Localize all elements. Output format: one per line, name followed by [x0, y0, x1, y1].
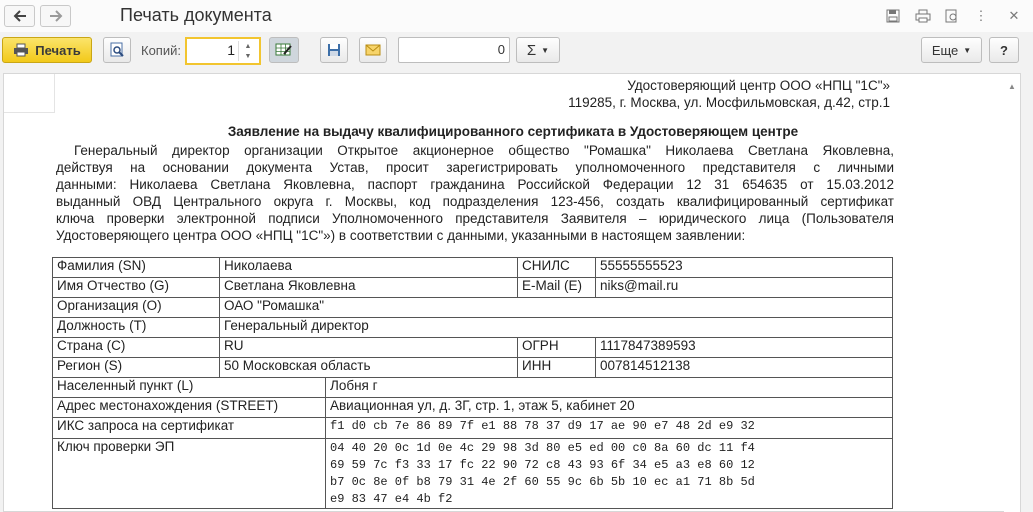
save-window-icon[interactable] — [884, 7, 902, 25]
table-cell: ИНН — [518, 358, 596, 378]
certificate-data-table — [52, 257, 893, 509]
table-row — [53, 358, 893, 378]
table-cell: Имя Отчество (G) — [53, 278, 220, 298]
table-edit-icon — [275, 42, 293, 58]
sigma-icon: Σ — [526, 41, 537, 59]
copies-value: 1 — [227, 42, 235, 58]
document-title: Заявление на выдачу квалифицированного сертификата в Удостоверяющем центре — [227, 124, 799, 139]
table-row — [53, 318, 893, 338]
printer-icon[interactable] — [914, 7, 932, 25]
header-line-2: 119285, г. Москва, ул. Мосфильмовская, д.42, стр.1 — [568, 95, 890, 110]
print-button[interactable] — [2, 37, 92, 63]
table-cell: Светлана Яковлевна — [220, 278, 518, 298]
document-area[interactable] — [3, 73, 1021, 512]
paragraph-line: Генеральный директор организации Открытое акционерное общество "Ромашка" Николаева Светлана Яковлевна, — [74, 143, 894, 158]
table-row — [53, 398, 893, 418]
table-cell: Авиационная ул, д. 3Г, стр. 1, этаж 5, кабинет 20 — [326, 398, 893, 418]
table-cell: Лобня г — [326, 378, 893, 398]
statement-paragraph — [56, 142, 894, 244]
table-cell: niks@mail.ru — [596, 278, 893, 298]
chevron-down-icon: ▼ — [541, 45, 550, 55]
table-cell: f1 d0 cb 7e 86 89 7f e1 88 78 37 d9 17 ae 90 e7 48 2d e9 32 — [326, 418, 893, 439]
table-cell: Регион (S) — [53, 358, 220, 378]
table-row — [53, 338, 893, 358]
table-cell: 55555555523 — [596, 258, 893, 278]
table-row — [53, 278, 893, 298]
sum-button[interactable] — [516, 37, 560, 63]
table-cell: Николаева — [220, 258, 518, 278]
paragraph-line: Удостоверяющего центра ООО «НПЦ "1С"») в соответствии с данными, указанными в настоящем заявлении: — [56, 228, 746, 243]
save-button[interactable] — [320, 37, 348, 63]
edit-button[interactable] — [269, 37, 299, 63]
table-row — [53, 439, 893, 509]
table-cell: Адрес местонахождения (STREET) — [53, 398, 326, 418]
copies-input[interactable] — [185, 37, 261, 65]
table-row — [53, 378, 893, 398]
table-cell: 1117847389593 — [596, 338, 893, 358]
paragraph-line: действуя на основании документа Устав, просит зарегистрировать уполномоченного представителя с личными — [56, 160, 894, 175]
envelope-icon — [365, 44, 381, 56]
table-cell: Ключ проверки ЭП — [53, 439, 326, 509]
table-cell: Населенный пункт (L) — [53, 378, 326, 398]
table-cell: RU — [220, 338, 518, 358]
forward-button[interactable] — [40, 5, 71, 27]
header-line-1: Удостоверяющий центр ООО «НПЦ "1С"» — [627, 78, 890, 93]
window-title: Печать документа — [120, 5, 272, 25]
copies-stepper[interactable]: ▲ ▼ — [238, 41, 257, 61]
key-line: e9 83 47 e4 4b f2 — [330, 492, 453, 506]
key-line: b7 0c 8e 0f b8 79 31 4e 2f 60 55 9c 6b 5b 10 ec a1 71 8b 5d — [330, 475, 755, 489]
back-button[interactable] — [4, 5, 35, 27]
table-row — [53, 258, 893, 278]
close-icon[interactable]: ✕ — [1008, 8, 1020, 23]
paragraph-line: данными: Николаева Светлана Яковлевна, паспорт гражданина Российской Федерации 12 31 654635 от 15.03.2012 — [56, 177, 894, 192]
table-cell: Должность (T) — [53, 318, 220, 338]
sum-field[interactable] — [398, 37, 510, 63]
key-line: 69 59 7c f3 33 17 fc 22 90 72 c8 43 93 6f 34 e5 a3 e8 60 12 — [330, 458, 755, 472]
print-button-label: Печать — [35, 42, 81, 58]
printer-icon — [13, 43, 29, 57]
help-button[interactable]: ? — [989, 37, 1019, 63]
table-cell: ИКС запроса на сертификат — [53, 418, 326, 439]
table-row — [53, 298, 893, 318]
table-cell: Генеральный директор — [220, 318, 893, 338]
arrow-right-icon — [49, 10, 63, 22]
key-line: 04 40 20 0c 1d 0e 4c 29 98 3d 80 e5 ed 00 c0 8a 60 dc 11 f4 — [330, 441, 755, 455]
table-cell: ОГРН — [518, 338, 596, 358]
more-button[interactable] — [921, 37, 982, 63]
table-cell: Фамилия (SN) — [53, 258, 220, 278]
arrow-left-icon — [13, 10, 27, 22]
sum-value: 0 — [497, 42, 505, 57]
paragraph-line: ключа проверки электронной подписи Уполномоченного представителя Заявителя – юридического лица (Пользователя — [56, 211, 894, 226]
magnifier-page-icon — [109, 42, 125, 58]
public-key-cell — [326, 439, 893, 509]
table-cell: ОАО "Ромашка" — [220, 298, 893, 318]
table-cell: Страна (C) — [53, 338, 220, 358]
preview-button[interactable] — [103, 37, 131, 63]
more-vertical-icon[interactable]: ⋮ — [974, 8, 988, 23]
chevron-down-icon: ▼ — [963, 45, 972, 55]
vertical-scrollbar[interactable] — [1004, 76, 1020, 512]
floppy-icon — [327, 43, 341, 57]
table-cell: Организация (O) — [53, 298, 220, 318]
copies-label: Копий: — [141, 43, 181, 58]
paragraph-line: выданный ОВД Центрального округа г. Москвы, код подразделения 123-456, создать квалифицированный сертификат — [56, 194, 894, 209]
table-cell: 50 Московская область — [220, 358, 518, 378]
send-email-button[interactable] — [359, 37, 387, 63]
table-row — [53, 418, 893, 439]
more-button-label: Еще — [931, 42, 959, 58]
table-cell: 007814512138 — [596, 358, 893, 378]
preview-icon[interactable] — [943, 7, 961, 25]
table-cell: E-Mail (E) — [518, 278, 596, 298]
scroll-up-icon[interactable]: ▲ — [1008, 82, 1016, 91]
sheet-corner — [4, 74, 55, 113]
table-cell: СНИЛС — [518, 258, 596, 278]
